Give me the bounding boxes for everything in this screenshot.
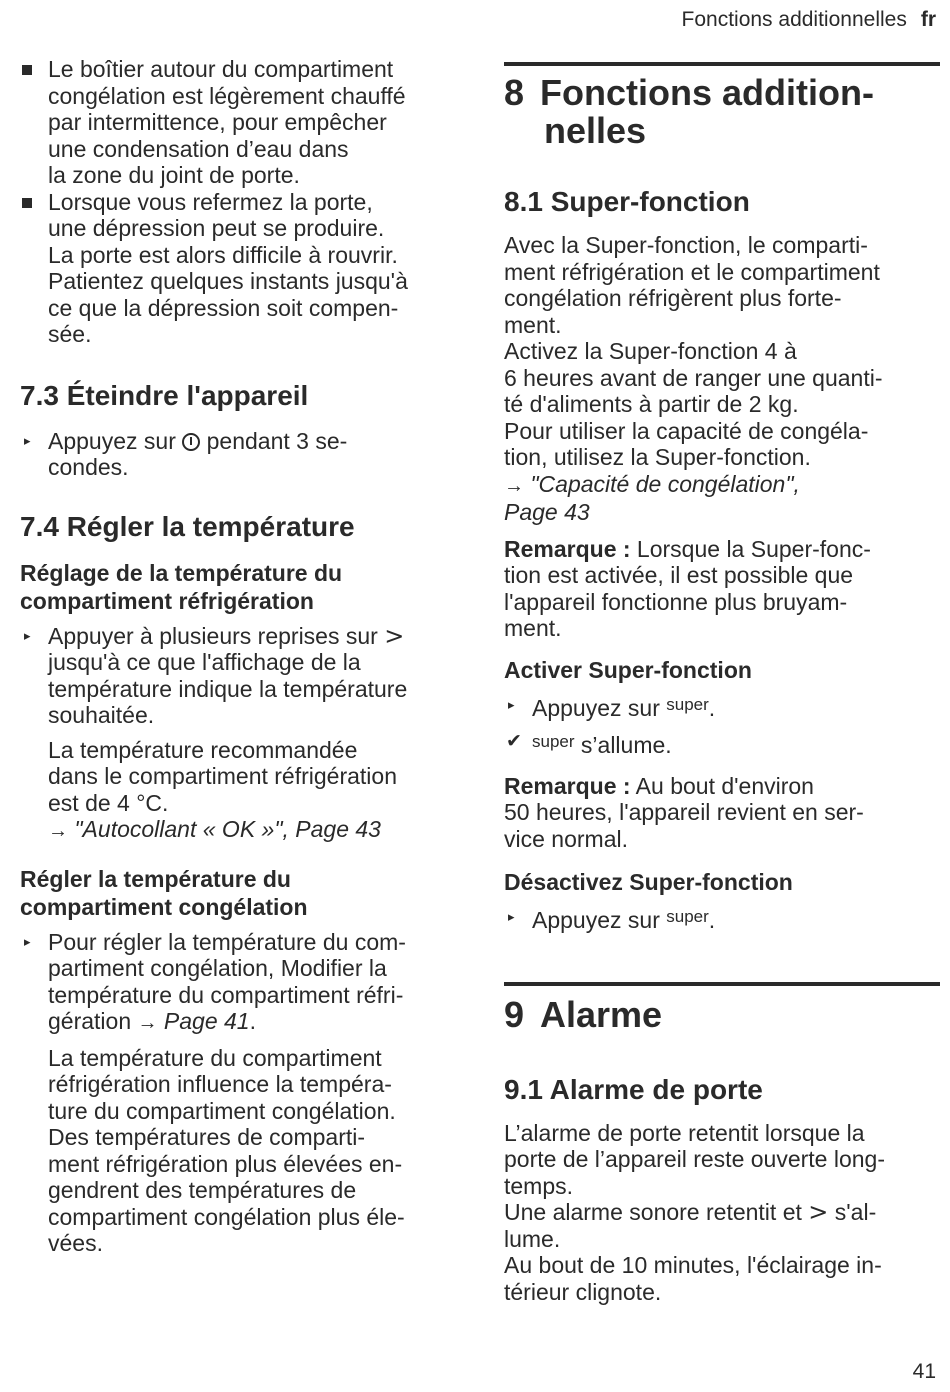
triangle-bullet-icon: ▸ [24,627,31,643]
bullet-list [20,56,458,348]
left-column [20,56,458,1257]
right-column [504,62,940,1305]
cross-reference-link[interactable]: Page 41 [163,1008,250,1034]
instruction-step: ▸ Appuyer à plusieurs reprises sur > jusqu'à ce que l'affichage de la température indique la température souhaitée. [24,621,408,728]
super-button-label: super [666,694,709,714]
running-header [682,8,936,32]
cross-reference-link[interactable]: "Capacité de congélation", [530,470,800,497]
super-indicator-label: super [532,732,575,751]
chapter-9-title: 9 Alarme [504,993,663,1035]
section-7-4-title: 7.4 Régler la température [20,510,355,542]
instruction-step: ▸ Appuyez sur pendant 3 se- condes. [24,427,348,480]
deactivate-super-heading: Désactivez Super-fonction [504,869,793,895]
section-8-1-title: 8.1 Super-fonction [504,186,750,217]
header-section-title: Fonctions additionnelles [681,8,907,31]
list-item: Le boîtier autour du compartiment congélation est légèrement chauffé par intermittence, pour empêcher une condensation d’eau dans la zone du joint de porte. [20,56,458,189]
chapter-rule [504,982,940,986]
triangle-bullet-icon: ▸ [508,696,515,712]
door-alarm-paragraph: L’alarme de porte retentit lorsque la porte de l’appareil reste ouverte long- temps. Une alarme sonore retentit et > s'al- lume. Au bout de 10 minutes, l'éclairage in- térieur clignote. [504,1119,886,1305]
triangle-bullet-icon: ▸ [24,933,31,949]
super-function-paragraph: Avec la Super-fonction, le comparti- ment réfrigération et le compartiment congélation réfrigèrent plus forte- ment. Activez la Super-fonction 4 à 6 heures avant de ranger une quanti- té d'aliments à partir de 2 kg. Pour utiliser la capacité de congéla- tion, utilisez la Super-fonction. → "Capacité de congélation", Page 43 [504,232,940,526]
triangle-bullet-icon: ▸ [508,909,515,924]
checkmark-icon: ✔ [506,731,522,752]
cross-reference-link[interactable]: "Autocollant « OK »", Page 43 [74,816,381,842]
chapter-8-title: 8 Fonctions addition- nelles [504,72,874,151]
section-7-3-title: 7.3 Éteindre l'appareil [20,379,309,411]
list-item: Lorsque vous refermez la porte, une dépression peut se produire. La porte est alors difficile à rouvrir. Patientez quelques instants jusqu'à ce que la dépression soit compen- sée. [20,189,458,348]
note-paragraph: La température recommandée dans le compartiment réfrigération est de 4 °C. → "Autocollant « OK »", Page 43 [48,736,397,842]
square-bullet-icon [22,198,32,208]
arrow-right-icon: → [137,1012,158,1034]
section-9-1-title: 9.1 Alarme de porte [504,1073,763,1105]
triangle-bullet-icon: ▸ [24,432,31,448]
chevron-right-icon: > [384,621,405,650]
super-button-label: super [666,907,709,926]
instruction-step: ▸ Appuyez sur $^{super}$. [504,692,940,722]
header-language: fr [920,8,936,31]
activate-super-heading: Activer Super-fonction [504,656,752,683]
cross-reference-page[interactable]: Page 43 [504,499,590,525]
chapter-rule [504,62,940,66]
instruction-step: ▸ Appuyez sur $^{super}$. [504,904,940,934]
fridge-temp-subheading: Réglage de la température du compartiment réfrigération [20,559,343,614]
remark-paragraph: Remarque : Lorsque la Super-fonc- tion est activée, il est possible que l'appareil fonctionne plus bruyam- ment. [504,535,871,641]
note-paragraph: La température du compartiment réfrigération influence la tempéra- ture du compartiment congélation. Des températures de comparti- ment réfrigération plus élevées en- gendrent des températures de compartiment congélation plus éle- vées. [48,1044,405,1256]
freezer-temp-subheading: Régler la température du compartiment congélation [20,865,308,920]
chevron-right-icon: > [808,1198,829,1226]
instruction-step: ▸ Pour régler la température du com- partiment congélation, Modifier la température du compartiment réfri- gération → Page 41. [24,928,406,1034]
square-bullet-icon [22,65,32,75]
arrow-right-icon: → [48,820,68,842]
arrow-right-icon: → [504,474,524,497]
result-step: ✔ $^{super}$ s’allume. [506,731,672,758]
remark-paragraph: Remarque : Au bout d'environ 50 heures, l'appareil revient en ser- vice normal. [504,772,864,852]
power-icon [182,433,200,451]
page-number: 41 [912,1360,936,1383]
